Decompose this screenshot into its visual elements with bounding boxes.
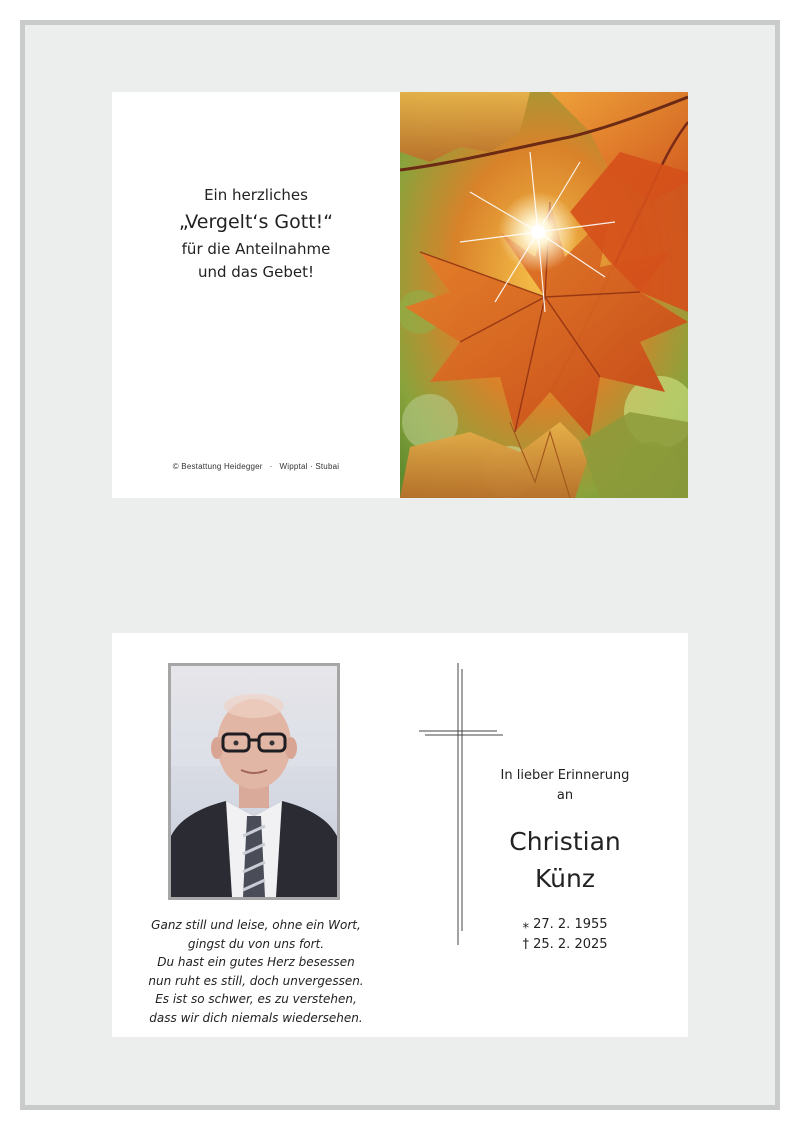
thank-you-card [112, 92, 688, 498]
thanks-line-3: für die Anteilnahme [181, 240, 331, 258]
memorial-card [112, 633, 688, 1037]
credit-left: © Bestattung Heidegger [172, 462, 263, 471]
funeral-home-credit [112, 462, 400, 471]
deceased-name [460, 823, 670, 897]
credit-right: Wipptal · Stubai [279, 462, 340, 471]
memory-line-2: an [556, 788, 574, 803]
birth-date: ⁎ 27. 2. 1955 [522, 917, 608, 932]
memory-line-1: In lieber Erinnerung [500, 768, 630, 783]
portrait-photo [168, 663, 340, 900]
poem-line: gingst du von uns fort. [187, 936, 325, 951]
first-name: Christian [509, 827, 621, 856]
death-date: † 25. 2. 2025 [522, 937, 608, 952]
thanks-line-4: und das Gebet! [197, 263, 315, 281]
credit-separator: · [269, 462, 273, 471]
poem-line: dass wir dich niemals wiedersehen. [149, 1010, 363, 1025]
last-name: Künz [535, 864, 595, 893]
in-memory-text [460, 766, 670, 806]
life-dates [460, 915, 670, 955]
poem-line: nun ruht es still, doch unvergessen. [148, 973, 364, 988]
portrait-image [171, 666, 337, 897]
cross-icon [417, 661, 507, 951]
poem-line: Es ist so schwer, es zu verstehen, [155, 992, 357, 1006]
poem-line: Ganz still und leise, ohne ein Wort, [151, 918, 361, 932]
thanks-line-1: Ein herzliches [204, 186, 308, 204]
thanks-line-2: „Vergelt‘s Gott!“ [178, 211, 334, 233]
autumn-leaves-image [400, 92, 688, 498]
memorial-poem [112, 916, 400, 1027]
poem-line: Du hast ein gutes Herz besessen [157, 955, 355, 969]
thank-you-text [112, 184, 400, 284]
